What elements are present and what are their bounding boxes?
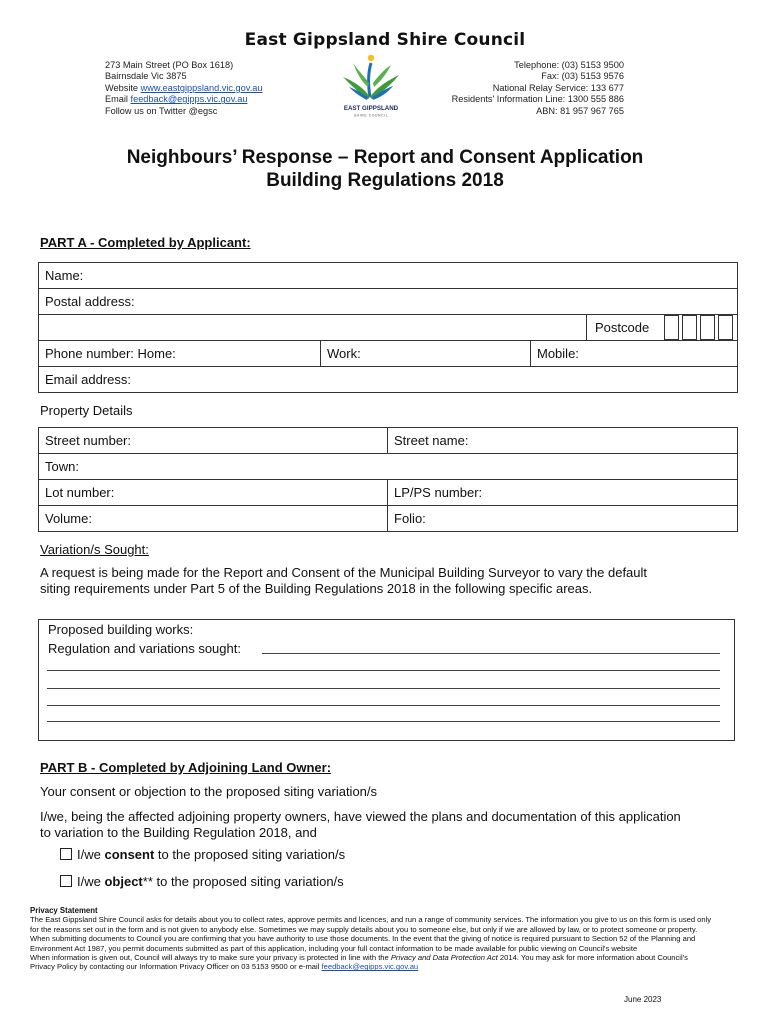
- privacy-email-link[interactable]: feedback@egipps.vic.gov.au: [321, 962, 419, 972]
- lpps-number-field[interactable]: LP/PS number:: [388, 480, 738, 506]
- consent-bold: consent: [104, 847, 155, 862]
- document-date: June 2023: [624, 995, 662, 1004]
- website-link[interactable]: www.eastgippsland.vic.gov.au: [140, 82, 263, 93]
- email-link[interactable]: feedback@egipps.vic.gov.au: [130, 94, 248, 105]
- council-address-block: [105, 60, 262, 117]
- privacy-statement: [30, 906, 714, 972]
- variations-paragraph: A request is being made for the Report and Consent of the Municipal Building Surveyor to vary the default siting requirements under Part 5 of the Building Regulations 2018 in the following specific areas.: [40, 565, 648, 596]
- answer-line[interactable]: [262, 653, 720, 654]
- part-a-heading: PART A - Completed by Applicant:: [40, 235, 251, 250]
- postal-address-field[interactable]: Postal address:: [39, 289, 738, 315]
- website-line: [105, 83, 262, 94]
- phone-home-field[interactable]: Phone number: Home:: [39, 341, 321, 367]
- privacy-para-3: [30, 953, 714, 972]
- name-field[interactable]: Name:: [39, 263, 738, 289]
- postcode-digit-box[interactable]: [700, 315, 715, 340]
- contact-line: ABN: 81 957 967 765: [536, 105, 624, 116]
- council-logo-icon: [335, 53, 407, 119]
- consent-prefix: I/we: [77, 847, 105, 862]
- property-details-label: Property Details: [40, 403, 133, 418]
- object-checkbox[interactable]: [60, 875, 72, 887]
- document-title: [0, 146, 770, 192]
- email-address-field[interactable]: Email address:: [39, 367, 738, 393]
- consent-checkbox[interactable]: [60, 848, 72, 860]
- twitter-line: Follow us on Twitter @egsc: [105, 105, 218, 116]
- part-b-line2: I/we, being the affected adjoining property owners, have viewed the plans and documentation of this application to variation to the Building Regulation 2018, and: [40, 809, 681, 840]
- postcode-digit-box[interactable]: [664, 315, 679, 340]
- logo-subtext: SHIRE COUNCIL: [353, 113, 389, 118]
- variations-heading: Variation/s Sought:: [40, 542, 149, 557]
- title-line-1: Neighbours’ Response – Report and Consent Application: [126, 147, 644, 168]
- phone-work-field[interactable]: Work:: [321, 341, 531, 367]
- contact-line: National Relay Service: 133 677: [492, 82, 624, 93]
- website-label: Website: [105, 82, 141, 93]
- address-line: Bairnsdale Vic 3875: [105, 71, 187, 82]
- logo-text: EAST GIPPSLAND: [343, 105, 399, 112]
- answer-line[interactable]: [47, 688, 720, 689]
- privacy-p3-text: When information is given out, Council will always try to make sure your privacy is protected in line with the: [30, 953, 391, 963]
- postcode-label: Postcode: [586, 315, 673, 340]
- title-line-2: Building Regulations 2018: [266, 170, 504, 191]
- town-field[interactable]: Town:: [39, 454, 738, 480]
- regulation-variations-label: Regulation and variations sought:: [48, 641, 241, 656]
- answer-line[interactable]: [47, 705, 720, 706]
- postal-address-line2-field[interactable]: [39, 315, 738, 341]
- privacy-para-2: When submitting documents to Council you are confirming that you have authority to use those documents. In the event that the giving of notice is required pursuant to Section 52 of the Planning and Environment Act 1987, you permit documents submitted as part of this application, including your full contact information to be made available for public viewing on Council's website: [30, 934, 696, 953]
- proposed-works-label: Proposed building works:: [48, 622, 194, 637]
- phone-mobile-field[interactable]: Mobile:: [531, 341, 738, 367]
- object-bold: object: [104, 874, 143, 889]
- part-b-line1: Your consent or objection to the proposed siting variation/s: [40, 784, 378, 799]
- volume-field[interactable]: Volume:: [39, 506, 388, 532]
- privacy-p3-text2: 2014. You may ask for more information about Council's Privacy Policy by contacting our Information Privacy Officer on 03 5153 9500 or e-mail: [30, 953, 688, 972]
- lot-number-field[interactable]: Lot number:: [39, 480, 388, 506]
- object-label: [77, 874, 344, 890]
- object-prefix: I/we: [77, 874, 105, 889]
- part-b-heading: PART B - Completed by Adjoining Land Owner:: [40, 760, 332, 775]
- postcode-digit-box[interactable]: [718, 315, 733, 340]
- consent-suffix: to the proposed siting variation/s: [154, 847, 346, 862]
- consent-label: [77, 847, 345, 863]
- privacy-para-1: The East Gippsland Shire Council asks for details about you to collect rates, approve permits and licences, and run a range of community services. The information you give to us on this form is used only for the reasons set out in the form and is not given to anybody else. Sometimes we may supply details about you to someone else, but only if we are allowed by law, or to protect someone or property.: [30, 915, 712, 934]
- applicant-details-table: [38, 262, 738, 393]
- answer-line[interactable]: [47, 721, 720, 722]
- street-name-field[interactable]: Street name:: [388, 428, 738, 454]
- postcode-digit-box[interactable]: [682, 315, 697, 340]
- answer-line[interactable]: [47, 670, 720, 671]
- object-suffix: ** to the proposed siting variation/s: [142, 874, 344, 889]
- proposed-works-box[interactable]: [38, 619, 735, 741]
- street-number-field[interactable]: Street number:: [39, 428, 388, 454]
- council-contact-block: [452, 60, 624, 117]
- council-name: East Gippsland Shire Council: [244, 30, 526, 50]
- email-line: [105, 94, 262, 105]
- contact-line: Residents' Information Line: 1300 555 886: [451, 94, 624, 105]
- property-details-table: [38, 427, 738, 532]
- contact-line: Fax: (03) 5153 9576: [541, 71, 624, 82]
- contact-line: Telephone: (03) 5153 9500: [514, 60, 624, 70]
- email-label: Email: [105, 94, 131, 105]
- address-line: 273 Main Street (PO Box 1618): [105, 60, 234, 70]
- privacy-heading: Privacy Statement: [30, 906, 98, 915]
- folio-field[interactable]: Folio:: [388, 506, 738, 532]
- privacy-act-name: Privacy and Data Protection Act: [390, 953, 498, 963]
